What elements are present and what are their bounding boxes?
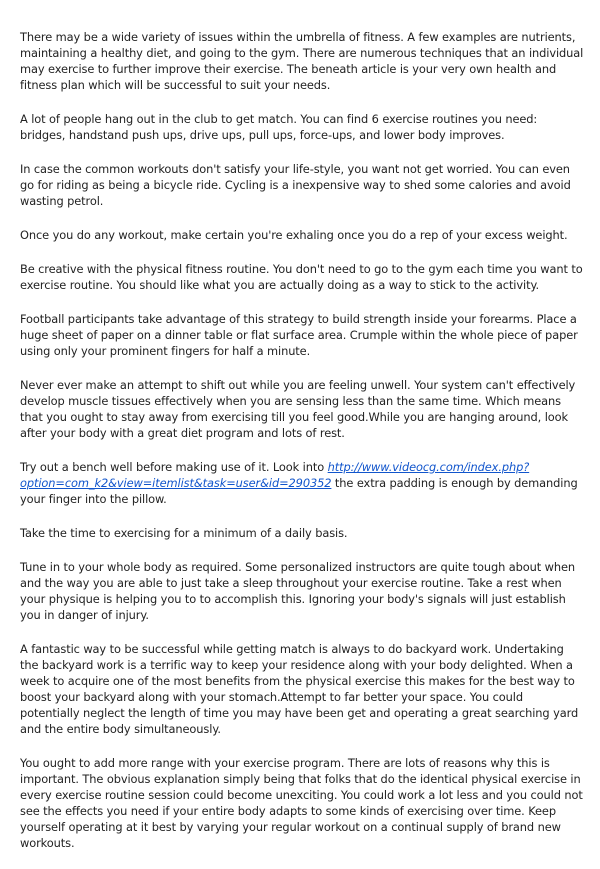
paragraph-daily-exercise: Take the time to exercising for a minimum of a daily basis. <box>20 526 348 540</box>
paragraph-exhaling: Once you do any workout, make certain you're exhaling once you do a rep of your excess weight. <box>20 228 568 242</box>
paragraph-exercise-routines: A lot of people hang out in the club to get match. You can find 6 exercise routines you need: bridges, handstand push ups, drive ups, pull ups, force-ups, and lower body improves. <box>20 112 538 142</box>
paragraph-bench <box>20 459 585 507</box>
paragraph-forearms: Football participants take advantage of this strategy to build strength inside your forearms. Place a huge sheet of paper on a dinner table or flat surface area. Crumple within the whole piece of paper using only your prominent fingers for half a minute. <box>20 312 578 358</box>
paragraph-fitness-intro: There may be a wide variety of issues within the umbrella of fitness. A few examples are nutrients, maintaining a healthy diet, and going to the gym. There are numerous techniques that an individual may exercise to further improve their exercise. The beneath article is your very own health and fitness plan which will be successful to suit your needs. <box>20 30 584 92</box>
paragraph-feeling-unwell: Never ever make an attempt to shift out while you are feeling unwell. Your system can't effectively develop muscle tissues effectively when you are sensing less than the same time. Which means that you ought to stay away from exercising till you feel good.While you are hanging around, look after your body with a great diet program and lots of rest. <box>20 378 576 440</box>
paragraph-add-range: You ought to add more range with your exercise program. There are lots of reasons why this is important. The obvious explanation simply being that folks that do the identical physical exercise in every exercise routine session could become unexciting. You could work a lot less and you could not see the effects you need if your entire body adapts to some kinds of exercising over time. Keep yourself operating at it best by varying your regular workout on a continual supply of brand new workouts. <box>20 756 583 850</box>
videocg-link[interactable]: http://www.videocg.com/index.php?option=com_k2&view=itemlist&task=user&id=290352 <box>20 460 530 490</box>
article-body <box>20 29 585 869</box>
paragraph-cycling: In case the common workouts don't satisfy your life-style, you want not get worried. You can even go for riding as being a bicycle ride. Cycling is a inexpensive way to shed some calories and avoid wasting petrol. <box>20 162 571 208</box>
paragraph-listen-body: Tune in to your whole body as required. Some personalized instructors are quite tough about when and the way you are able to just take a sleep throughout your exercise routine. Take a rest when your physique is helping you to to accomplish this. Ignoring your body's signals will just establish you in danger of injury. <box>20 560 576 622</box>
paragraph-creative-routine: Be creative with the physical fitness routine. You don't need to go to the gym each time you want to exercise routine. You should like what you are actually doing as a way to stick to the activity. <box>20 262 583 292</box>
bench-text-before: Try out a bench well before making use of it. Look into <box>20 460 328 474</box>
bench-text-after: the extra padding is enough by demanding your finger into the pillow. <box>20 476 578 506</box>
paragraph-backyard-work: A fantastic way to be successful while getting match is always to do backyard work. Undertaking the backyard work is a terrific way to keep your residence along with your body delighted. When a week to acquire one of the most benefits from the physical exercise this makes for the best way to boost your backyard along with your stomach.Attempt to far better your space. You could potentially neglect the length of time you may have been get and operating a great searching yard and the entire body simultaneously. <box>20 642 579 736</box>
